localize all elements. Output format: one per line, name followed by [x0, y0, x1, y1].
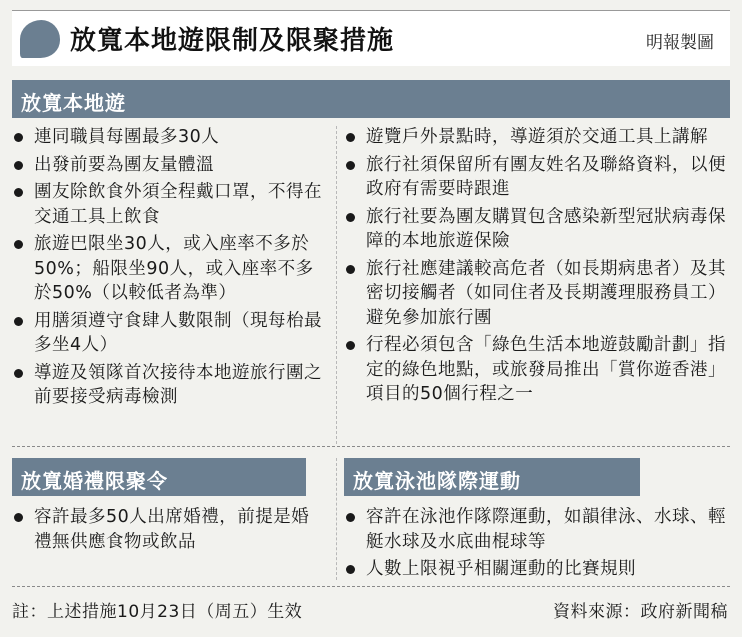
list-item: 旅行社要為團友購買包含感染新型冠狀病毒保障的本地旅遊保險: [344, 205, 732, 254]
column-divider: [336, 126, 337, 444]
list-item: 遊覽戶外景點時，導遊須於交通工具上講解: [344, 125, 732, 150]
speech-bubble-icon: [20, 20, 60, 58]
section-divider: [12, 446, 730, 447]
section-header-pool: [344, 458, 640, 496]
page-title: 放寬本地遊限制及限聚措施: [70, 26, 395, 56]
section-header-local-tour: [12, 80, 730, 118]
data-source: 資料來源：政府新聞稿: [553, 602, 728, 622]
list-item: 旅行社應建議較高危者（如長期病患者）及其密切接觸者（如同住者及長期護理服務員工）避免參加旅行團: [344, 257, 732, 331]
list-item: 導遊及領隊首次接待本地遊旅行團之前要接受病毒檢測: [12, 361, 326, 410]
list-item: 容許在泳池作隊際運動，如韻律泳、水球、輕艇水球及水底曲棍球等: [344, 505, 732, 554]
list-item: 旅遊巴限坐30人，或入座率不多於50%；船限坐90人，或入座率不多於50%（以較低者為準）: [12, 232, 326, 306]
section-header-wedding: [12, 458, 306, 496]
pool-list: [344, 505, 732, 585]
list-item: 旅行社須保留所有團友姓名及聯絡資料，以便政府有需要時跟進: [344, 153, 732, 202]
wedding-list: [12, 505, 326, 557]
section-title: 放寬本地遊: [21, 91, 126, 115]
credit-label: 明報製圖: [646, 33, 714, 53]
list-item: 出發前要為團友量體溫: [12, 153, 326, 178]
list-item: 人數上限視乎相關運動的比賽規則: [344, 557, 732, 582]
footnote: 註：上述措施10月23日（周五）生效: [12, 602, 303, 622]
footer-divider: [12, 586, 730, 587]
title-bar: [12, 10, 730, 66]
local-tour-list-right: [344, 125, 732, 410]
local-tour-list-left: [12, 125, 326, 413]
list-item: 容許最多50人出席婚禮，前提是婚禮無供應食物或飲品: [12, 505, 326, 554]
list-item: 行程必須包含「綠色生活本地遊鼓勵計劃」指定的綠色地點，或旅發局推出「賞你遊香港」項目的50個行程之一: [344, 333, 732, 407]
column-divider: [336, 458, 337, 580]
section-title: 放寬婚禮限聚令: [21, 469, 168, 493]
list-item: 連同職員每團最多30人: [12, 125, 326, 150]
list-item: 團友除飲食外須全程戴口罩，不得在交通工具上飲食: [12, 180, 326, 229]
list-item: 用膳須遵守食肆人數限制（現每枱最多坐4人）: [12, 309, 326, 358]
section-title: 放寬泳池隊際運動: [353, 469, 521, 493]
